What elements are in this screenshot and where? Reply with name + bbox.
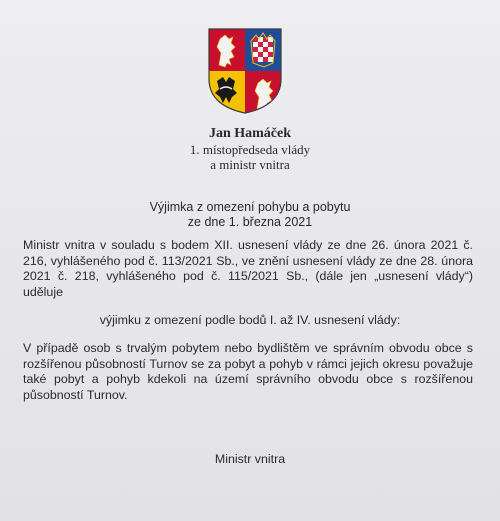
paragraph-exception-statement: výjimku z omezení podle bodů I. až IV. usnesení vlády: <box>99 313 401 327</box>
signature-label: Ministr vnitra <box>214 452 286 466</box>
document-date: ze dne 1. března 2021 <box>187 215 313 229</box>
paragraph-legal-basis: Ministr vnitra v souladu s bodem XII. usnesení vlády ze dne 26. února 2021 č. 216, vyhlášeného pod č. 113/2021 Sb., ve znění usnesení vlády ze dne 28. února 2021 č. 218, vyhlášeného pod č. 115/2021 Sb., (dále jen „usnesení vlády“) uděluje <box>23 238 473 299</box>
czech-coat-of-arms-icon <box>207 27 283 115</box>
official-role-line2: a ministr vnitra <box>210 157 290 172</box>
official-role-line1: 1. místopředseda vlády <box>189 142 311 157</box>
document-title: Výjimka z omezení pohybu a pobytu <box>149 200 351 214</box>
official-name: Jan Hamáček <box>208 126 292 141</box>
paragraph-exception-detail: V případě osob s trvalým pobytem nebo bydlištěm ve správním obvodu obce s rozšířenou působností Turnov se za pobyt a pohyb v rámci jejich okresu považuje také pobyt a pohyb kdekoli na území správního obvodu obce s rozšířenou působností Turnov. <box>23 341 473 402</box>
